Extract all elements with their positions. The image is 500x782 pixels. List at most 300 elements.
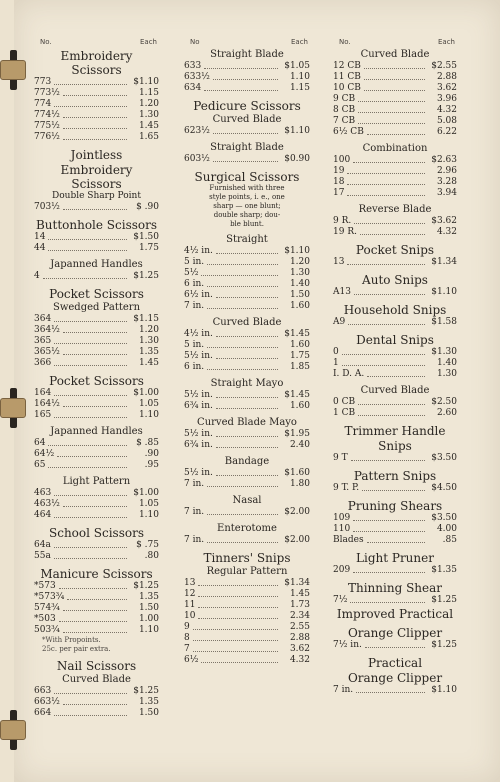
section-heading: Pocket Scissors bbox=[49, 287, 144, 301]
section-note: ble blunt. bbox=[230, 220, 264, 228]
item-number: 6½ CB bbox=[333, 127, 364, 137]
dot-leader bbox=[347, 166, 425, 174]
section-heading: Dental Snips bbox=[356, 333, 434, 347]
item-number: 663 bbox=[34, 686, 52, 696]
subsection-heading: Straight Blade bbox=[210, 142, 284, 153]
subsection-heading: Curved Blade Mayo bbox=[197, 417, 297, 428]
subsection-heading: Straight bbox=[226, 234, 268, 245]
item-price: 4.00 bbox=[436, 524, 457, 534]
item-price: $1.10 bbox=[284, 246, 310, 256]
item-number: 365 bbox=[34, 336, 52, 346]
item-price: $1.10 bbox=[431, 287, 457, 297]
price-row bbox=[34, 551, 159, 562]
price-row bbox=[184, 257, 310, 268]
price-row bbox=[333, 83, 457, 94]
price-row bbox=[184, 390, 310, 401]
price-row bbox=[333, 188, 457, 199]
price-row bbox=[34, 603, 159, 614]
spacer bbox=[184, 518, 310, 522]
item-price: 1.10 bbox=[138, 410, 159, 420]
item-number: 365½ bbox=[34, 347, 60, 357]
dot-leader bbox=[63, 603, 127, 611]
section-heading: Embroidery Scissors bbox=[60, 49, 133, 77]
dot-leader bbox=[356, 685, 425, 693]
item-price: $1.05 bbox=[284, 61, 310, 71]
dot-leader bbox=[216, 440, 278, 448]
no-header: No. bbox=[339, 38, 351, 46]
item-price: 1.50 bbox=[138, 708, 159, 718]
dot-leader bbox=[347, 188, 425, 196]
dot-leader bbox=[354, 216, 425, 224]
price-row bbox=[184, 479, 310, 490]
item-number: 164 bbox=[34, 388, 52, 398]
dot-leader bbox=[63, 88, 127, 96]
item-price: $0.90 bbox=[284, 154, 310, 164]
item-price: 1.60 bbox=[289, 301, 310, 311]
item-number: 5½ in. bbox=[184, 468, 213, 478]
spacer bbox=[333, 494, 457, 498]
section-heading: Tinners' Snips bbox=[203, 551, 291, 565]
item-number: 5½ in. bbox=[184, 390, 213, 400]
column-entries bbox=[34, 49, 159, 719]
item-number: 574¾ bbox=[34, 603, 60, 613]
price-row bbox=[333, 397, 457, 408]
item-price: .95 bbox=[144, 460, 159, 470]
subsection-heading: Japanned Handles bbox=[50, 259, 143, 270]
price-row bbox=[34, 708, 159, 719]
item-number: 11 CB bbox=[333, 72, 361, 82]
item-number: 463½ bbox=[34, 499, 60, 509]
item-number: 7 in. bbox=[184, 479, 205, 489]
binder-clip-top bbox=[0, 46, 24, 94]
spacer bbox=[333, 138, 457, 142]
item-number: 463 bbox=[34, 488, 52, 498]
item-price: $1.10 bbox=[431, 685, 457, 695]
price-row bbox=[34, 499, 159, 510]
section-note: Furnished with three bbox=[209, 184, 285, 192]
spacer bbox=[34, 143, 159, 147]
spacer bbox=[333, 268, 457, 272]
binder-clip-bottom bbox=[0, 706, 24, 754]
dot-leader bbox=[362, 483, 425, 491]
item-price: $1.45 bbox=[284, 390, 310, 400]
subsection-heading: Nasal bbox=[232, 495, 262, 506]
item-number: 12 bbox=[184, 589, 196, 599]
spacer bbox=[333, 546, 457, 550]
dot-leader bbox=[198, 600, 278, 608]
price-row bbox=[184, 401, 310, 412]
item-number: I. D. A. bbox=[333, 369, 365, 379]
item-number: 65 bbox=[34, 460, 46, 470]
item-number: 773 bbox=[34, 77, 52, 87]
item-number: 774½ bbox=[34, 110, 60, 120]
price-row bbox=[333, 347, 457, 358]
dot-leader bbox=[54, 358, 127, 366]
dot-leader bbox=[364, 72, 425, 80]
item-price: 2.40 bbox=[289, 440, 310, 450]
dot-leader bbox=[48, 232, 127, 240]
dot-leader bbox=[207, 507, 278, 515]
price-row bbox=[34, 243, 159, 254]
item-number: 4 bbox=[34, 271, 40, 281]
price-row bbox=[333, 358, 457, 369]
item-number: 109 bbox=[333, 513, 351, 523]
dot-leader bbox=[353, 513, 425, 521]
item-number: 64½ bbox=[34, 449, 55, 459]
dot-leader bbox=[216, 246, 278, 254]
subsection-heading: Reverse Blade bbox=[358, 204, 432, 215]
section-heading: Pocket Scissors bbox=[49, 374, 144, 388]
item-price: 2.88 bbox=[436, 72, 457, 82]
item-price: 4.32 bbox=[436, 227, 457, 237]
item-number: 7 in. bbox=[184, 301, 205, 311]
price-row bbox=[333, 127, 457, 138]
item-number: A9 bbox=[333, 317, 346, 327]
item-number: 5 in. bbox=[184, 257, 205, 267]
item-number: 364½ bbox=[34, 325, 60, 335]
price-row bbox=[34, 592, 159, 603]
price-row bbox=[34, 540, 159, 551]
spacer bbox=[333, 419, 457, 423]
item-price: 1.50 bbox=[138, 603, 159, 613]
price-row bbox=[184, 362, 310, 373]
price-row bbox=[184, 329, 310, 340]
dot-leader bbox=[216, 329, 278, 337]
price-row bbox=[333, 640, 457, 651]
dot-leader bbox=[207, 301, 278, 309]
section-heading: Trimmer Handle bbox=[344, 424, 446, 438]
price-row bbox=[184, 440, 310, 451]
footnote: *With Propoints. bbox=[42, 636, 101, 644]
item-price: 3.62 bbox=[436, 83, 457, 93]
dot-leader bbox=[59, 581, 127, 589]
dot-leader bbox=[63, 499, 127, 507]
dot-leader bbox=[63, 625, 127, 633]
section-heading: Jointless bbox=[70, 148, 123, 162]
dot-leader bbox=[54, 708, 127, 716]
section-heading: Pruning Shears bbox=[347, 499, 443, 513]
dot-leader bbox=[348, 317, 425, 325]
price-row bbox=[184, 154, 310, 165]
dot-leader bbox=[54, 551, 127, 559]
dot-leader bbox=[213, 126, 278, 134]
dot-leader bbox=[63, 697, 127, 705]
spacer bbox=[184, 412, 310, 416]
price-row bbox=[184, 622, 310, 633]
subsection-heading: Regular Pattern bbox=[206, 566, 288, 577]
item-number: 663½ bbox=[34, 697, 60, 707]
section-note: sharp — one blunt; bbox=[213, 202, 281, 210]
price-row bbox=[333, 216, 457, 227]
section-heading: Nail Scissors bbox=[56, 659, 137, 673]
price-row bbox=[184, 83, 310, 94]
item-price: $3.50 bbox=[431, 513, 457, 523]
item-price: 1.30 bbox=[289, 268, 310, 278]
dot-leader bbox=[201, 268, 278, 276]
price-row bbox=[34, 347, 159, 358]
dot-leader bbox=[54, 77, 127, 85]
price-row bbox=[333, 287, 457, 298]
each-header: Each bbox=[140, 38, 157, 46]
item-price: $1.60 bbox=[284, 468, 310, 478]
price-row bbox=[333, 227, 457, 238]
item-number: 6 in. bbox=[184, 362, 205, 372]
dot-leader bbox=[63, 399, 127, 407]
subsection-heading: Curved Blade bbox=[212, 317, 282, 328]
dot-leader bbox=[342, 347, 425, 355]
item-number: 14 bbox=[34, 232, 46, 242]
binder-clip bbox=[0, 398, 26, 418]
price-row bbox=[34, 358, 159, 369]
spacer bbox=[34, 282, 159, 286]
no-header: No bbox=[190, 38, 200, 46]
item-price: $3.62 bbox=[431, 216, 457, 226]
item-number: 603½ bbox=[184, 154, 210, 164]
price-row bbox=[34, 614, 159, 625]
subsection-heading: Light Pattern bbox=[62, 476, 131, 487]
price-row bbox=[34, 410, 159, 421]
item-price: 1.20 bbox=[138, 99, 159, 109]
subsection-heading: Swedged Pattern bbox=[52, 302, 141, 313]
subsection-heading: Curved Blade bbox=[212, 114, 282, 125]
column-header bbox=[333, 38, 457, 48]
item-number: 10 bbox=[184, 611, 196, 621]
item-price: 1.05 bbox=[138, 499, 159, 509]
item-number: 12 CB bbox=[333, 61, 361, 71]
price-row bbox=[333, 166, 457, 177]
dot-leader bbox=[54, 314, 127, 322]
item-price: $1.34 bbox=[284, 578, 310, 588]
item-price: $1.58 bbox=[431, 317, 457, 327]
spacer bbox=[184, 165, 310, 169]
section-heading: Embroidery Scissors bbox=[60, 163, 133, 191]
item-number: *503 bbox=[34, 614, 56, 624]
spacer bbox=[34, 254, 159, 258]
item-price: 1.00 bbox=[138, 614, 159, 624]
price-row bbox=[34, 271, 159, 282]
spacer bbox=[333, 576, 457, 580]
spacer bbox=[184, 451, 310, 455]
item-price: $1.34 bbox=[431, 257, 457, 267]
price-row bbox=[184, 429, 310, 440]
price-row bbox=[184, 290, 310, 301]
item-price: $1.35 bbox=[431, 565, 457, 575]
item-number: *573¾ bbox=[34, 592, 65, 602]
item-price: 6.22 bbox=[436, 127, 457, 137]
dot-leader bbox=[193, 622, 278, 630]
item-number: 634 bbox=[184, 83, 202, 93]
price-row bbox=[184, 600, 310, 611]
price-row bbox=[184, 72, 310, 83]
dot-leader bbox=[347, 177, 425, 185]
item-number: 209 bbox=[333, 565, 351, 575]
dot-leader bbox=[216, 290, 278, 298]
dot-leader bbox=[213, 72, 278, 80]
dot-leader bbox=[193, 633, 278, 641]
dot-leader bbox=[198, 611, 278, 619]
item-number: 44 bbox=[34, 243, 46, 253]
item-number: 11 bbox=[184, 600, 196, 610]
dot-leader bbox=[347, 257, 425, 265]
price-row bbox=[184, 268, 310, 279]
price-row bbox=[333, 177, 457, 188]
item-price: 1.10 bbox=[289, 72, 310, 82]
item-number: 9 T bbox=[333, 453, 348, 463]
dot-leader bbox=[204, 61, 278, 69]
item-number: 7 in. bbox=[184, 507, 205, 517]
price-row bbox=[34, 325, 159, 336]
spacer bbox=[184, 229, 310, 233]
price-row bbox=[184, 126, 310, 137]
item-number: 9 bbox=[184, 622, 190, 632]
item-price: 1.75 bbox=[289, 351, 310, 361]
item-number: 7 bbox=[184, 644, 190, 654]
item-price: $1.45 bbox=[284, 329, 310, 339]
dot-leader bbox=[54, 686, 127, 694]
item-price: 2.60 bbox=[436, 408, 457, 418]
section-heading: Manicure Scissors bbox=[40, 567, 153, 581]
item-price: 1.35 bbox=[138, 347, 159, 357]
spacer bbox=[184, 312, 310, 316]
section-heading: Auto Snips bbox=[362, 273, 428, 287]
spacer bbox=[34, 213, 159, 217]
item-price: 1.50 bbox=[289, 290, 310, 300]
item-price: 1.45 bbox=[138, 358, 159, 368]
item-price: 2.34 bbox=[289, 611, 310, 621]
spacer bbox=[34, 369, 159, 373]
item-price: 1.85 bbox=[289, 362, 310, 372]
price-row bbox=[34, 388, 159, 399]
item-price: 1.30 bbox=[138, 336, 159, 346]
section-heading: Orange Clipper bbox=[347, 671, 443, 685]
price-row bbox=[34, 399, 159, 410]
dot-leader bbox=[354, 287, 425, 295]
price-row bbox=[34, 121, 159, 132]
dot-leader bbox=[216, 390, 278, 398]
price-row bbox=[34, 449, 159, 460]
section-heading: Buttonhole Scissors bbox=[35, 218, 158, 232]
spacer bbox=[333, 238, 457, 242]
column-3 bbox=[333, 38, 457, 696]
item-number: 0 CB bbox=[333, 397, 356, 407]
each-header: Each bbox=[291, 38, 308, 46]
dot-leader bbox=[207, 535, 278, 543]
price-row bbox=[34, 77, 159, 88]
dot-leader bbox=[63, 325, 127, 333]
spacer bbox=[184, 94, 310, 98]
item-number: 633 bbox=[184, 61, 202, 71]
price-row bbox=[333, 105, 457, 116]
dot-leader bbox=[59, 614, 127, 622]
dot-leader bbox=[198, 589, 278, 597]
price-row bbox=[184, 589, 310, 600]
price-row bbox=[333, 369, 457, 380]
no-header: No. bbox=[40, 38, 52, 46]
dot-leader bbox=[48, 438, 127, 446]
spacer bbox=[333, 199, 457, 203]
item-price: 1.75 bbox=[138, 243, 159, 253]
item-price: $1.00 bbox=[133, 388, 159, 398]
dot-leader bbox=[213, 154, 278, 162]
subsection-heading: Bandage bbox=[224, 456, 270, 467]
item-number: 7½ in. bbox=[333, 640, 362, 650]
dot-leader bbox=[48, 460, 127, 468]
spacer bbox=[184, 373, 310, 377]
item-number: 55a bbox=[34, 551, 51, 561]
item-price: 2.96 bbox=[436, 166, 457, 176]
price-row bbox=[333, 61, 457, 72]
item-number: 5½ bbox=[184, 268, 199, 278]
dot-leader bbox=[367, 127, 425, 135]
dot-leader bbox=[201, 655, 278, 663]
column-2 bbox=[184, 38, 310, 666]
item-number: 0 bbox=[333, 347, 339, 357]
dot-leader bbox=[63, 132, 127, 140]
dot-leader bbox=[358, 397, 425, 405]
price-row bbox=[34, 110, 159, 121]
item-number: Blades bbox=[333, 535, 364, 545]
item-price: $1.25 bbox=[431, 640, 457, 650]
item-number: A13 bbox=[333, 287, 351, 297]
item-number: 8 bbox=[184, 633, 190, 643]
item-number: 64 bbox=[34, 438, 46, 448]
price-row bbox=[333, 155, 457, 166]
dot-leader bbox=[63, 121, 127, 129]
each-header: Each bbox=[438, 38, 455, 46]
item-price: $1.25 bbox=[431, 595, 457, 605]
spacer bbox=[333, 298, 457, 302]
item-price: $1.10 bbox=[284, 126, 310, 136]
price-row bbox=[333, 94, 457, 105]
price-row bbox=[34, 697, 159, 708]
price-row bbox=[333, 483, 457, 494]
price-row bbox=[184, 611, 310, 622]
section-heading: Surgical Scissors bbox=[194, 170, 300, 184]
price-row bbox=[333, 535, 457, 546]
item-price: 1.35 bbox=[138, 697, 159, 707]
item-number: 9 T. P. bbox=[333, 483, 360, 493]
binder-clip bbox=[0, 720, 26, 740]
dot-leader bbox=[54, 540, 127, 548]
item-number: 13 bbox=[333, 257, 345, 267]
dot-leader bbox=[358, 94, 425, 102]
price-row bbox=[34, 460, 159, 471]
item-number: 6½ bbox=[184, 655, 199, 665]
price-row bbox=[184, 655, 310, 666]
item-price: $1.95 bbox=[284, 429, 310, 439]
price-row bbox=[34, 232, 159, 243]
dot-leader bbox=[358, 116, 425, 124]
item-number: 9 CB bbox=[333, 94, 356, 104]
item-number: 6 in. bbox=[184, 279, 205, 289]
item-price: 1.20 bbox=[138, 325, 159, 335]
item-price: $ .75 bbox=[136, 540, 159, 550]
item-price: 1.60 bbox=[289, 401, 310, 411]
item-price: $2.00 bbox=[284, 507, 310, 517]
spacer bbox=[34, 471, 159, 475]
subsection-heading: Japanned Handles bbox=[50, 426, 143, 437]
dot-leader bbox=[54, 99, 127, 107]
item-price: $1.15 bbox=[133, 314, 159, 324]
item-price: 3.94 bbox=[436, 188, 457, 198]
item-price: 1.60 bbox=[289, 340, 310, 350]
spacer bbox=[333, 464, 457, 468]
price-row bbox=[34, 581, 159, 592]
item-number: 7 in. bbox=[333, 685, 354, 695]
dot-leader bbox=[364, 61, 425, 69]
dot-leader bbox=[207, 479, 278, 487]
price-row bbox=[184, 301, 310, 312]
